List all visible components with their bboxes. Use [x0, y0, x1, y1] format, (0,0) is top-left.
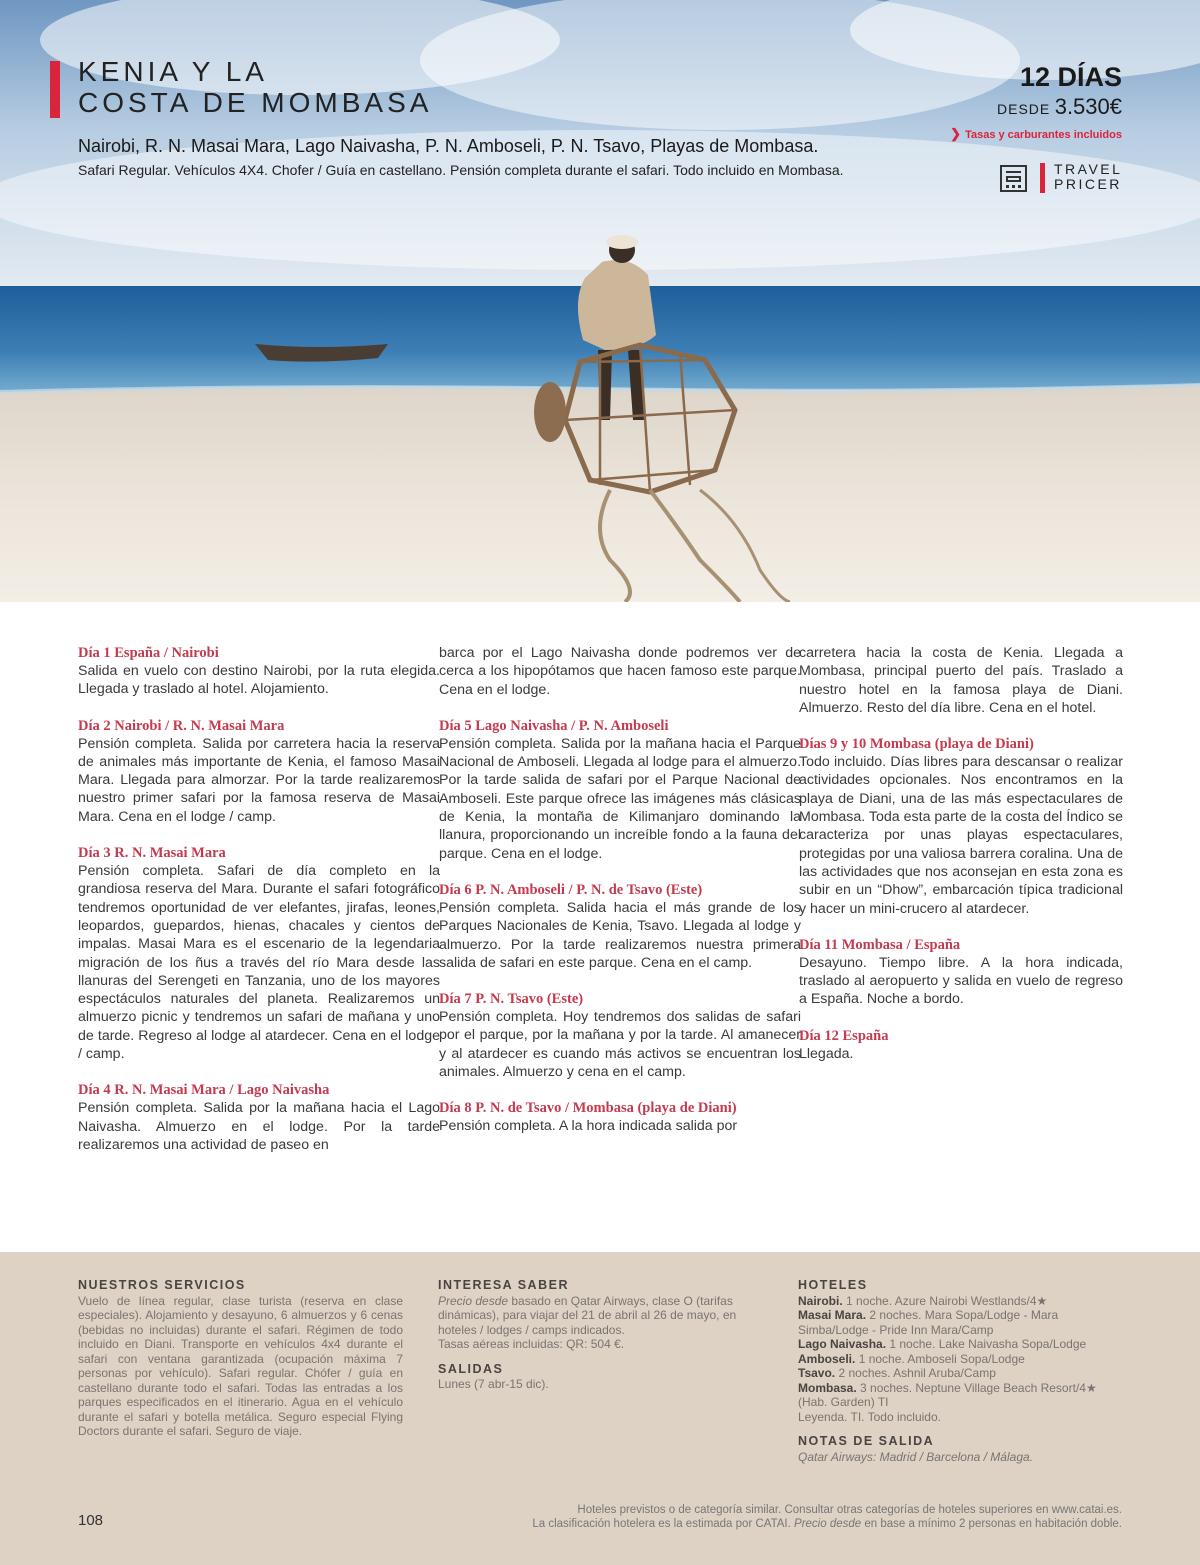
- day-9-10-text: Todo incluido. Días libres para descansar o realizar actividades opcionales. Nos encontramos en la playa de Diani, una de las más espectaculares de Mombasa. Toda esta parte de la costa del Índico se caracteriza por unas playas espectaculares, protegidas por una valiosa barrera coralina. Una de las actividades que nos aconsejan en esta zona es subir en un “Dhow”, embarcación típica tradicional y hacer un mini-crucero al atardecer.: [799, 754, 1123, 917]
- hero-photo: [0, 0, 1200, 602]
- interest-italic: Precio desde: [438, 1293, 509, 1308]
- day-11-text: Desayuno. Tiempo libre. A la hora indicada, traslado al aeropuerto y salida en vuelo de regreso a España. Noche a bordo.: [799, 954, 1123, 1008]
- interest-taxes: Tasas aéreas incluidas: QR: 504 €.: [438, 1337, 625, 1351]
- day-8-continued: carretera hacia la costa de Kenia. Llegada a Mombasa, principal puerto del país. Traslado a nuestro hotel en la famosa playa de Diani. Almuerzo. Resto del día libre. Cena en el hotel.: [799, 645, 1123, 716]
- day-7-text: Pensión completa. Hoy tendremos dos salidas de safari por el parque, por la mañana y por la tarde. Al amanecer y al atardecer es cuando más activos se encuentran los animales. Almuerzo y cena en el camp.: [439, 1009, 801, 1081]
- day-6-text: Pensión completa. Salida hacia el más grande de los Parques Nacionales de Kenia, Tsavo. Llegada al lodge y almuerzo. Por la tarde realizaremos nuestra primera salida de safari en este parque. Cena en el camp.: [439, 899, 801, 971]
- services-section: [78, 1278, 403, 1439]
- notes-heading: NOTAS DE SALIDA: [798, 1434, 935, 1448]
- trip-details: Safari Regular. Vehículos 4X4. Chofer / Guía en castellano. Pensión completa durante el safari. Todo incluido en Mombasa.: [78, 162, 844, 178]
- hotel-line: [798, 1308, 1128, 1337]
- services-heading: NUESTROS SERVICIOS: [78, 1278, 246, 1292]
- hotels-heading: HOTELES: [798, 1278, 868, 1292]
- hotel-place: Nairobi.: [798, 1293, 843, 1308]
- day-7-title: Día 7 P. N. Tsavo (Este): [439, 991, 584, 1008]
- day-2-text: Pensión completa. Salida por carretera hacia la reserva de animales más importante de Kenia, el famoso Masai Mara. Llegada para almorzar. Por la tarde realizaremos nuestro primer safari por la famosa reserva de Masai Mara. Cena en el lodge / camp.: [78, 735, 440, 825]
- taxes-note: [950, 126, 1122, 142]
- hotel-place: Masai Mara.: [798, 1308, 867, 1322]
- interest-text: [438, 1294, 768, 1338]
- hotel-place: Tsavo.: [798, 1366, 836, 1380]
- interest-heading: INTERESA SABER: [438, 1278, 569, 1292]
- itinerary-column-2: [439, 644, 801, 1154]
- day-4-text: Pensión completa. Salida por la mañana hacia el Lago Naivasha. Almuerzo en el lodge. Por la tarde realizaremos una actividad de paseo en: [78, 1100, 440, 1153]
- interest-section: [438, 1278, 768, 1392]
- day-1-text: Salida en vuelo con destino Nairobi, por la ruta elegida. Llegada y traslado al hotel. Alojamiento.: [78, 663, 440, 698]
- calculator-icon: [1000, 165, 1027, 192]
- footnote: [532, 1503, 1122, 1531]
- page-number: 108: [78, 1512, 104, 1529]
- hotels-section: [798, 1278, 1128, 1464]
- hotel-info: 3 noches. Neptune Village Beach Resort/4★ (Hab. Garden) TI: [798, 1380, 1097, 1409]
- price-amount: 3.530€: [1054, 94, 1122, 119]
- title-line-2: COSTA DE MOMBASA: [78, 87, 433, 118]
- notes-airline: Qatar Airways:: [798, 1449, 877, 1464]
- footnote-line-2: [532, 1517, 1122, 1531]
- travel-pricer-logo: [1054, 162, 1122, 192]
- day-3-text: Pensión completa. Safari de día completo en la grandiosa reserva del Mara. Durante el safari fotográfico tendremos oportunidad de ver elefantes, jirafas, leones, leopardos, guepardos, hienas, chacales y cientos de impalas. Masai Mara es el escenario de la legendaria migración de los ñus a través del río Mara desde las llanuras del Serengeti en Tanzania, uno de los mayores espectáculos naturales del planeta. Realizaremos un almuerzo picnic y tendremos un safari de mañana y uno de tarde. Regreso al lodge al atardecer. Cena en el lodge / camp.: [78, 863, 440, 1063]
- services-text: Vuelo de línea regular, clase turista (reserva en clase especiales). Alojamiento y desayuno, 6 almuerzos y 6 cenas (bebidas no incluidas) durante el safari. Régimen de todo incluido en Diani. Transporte en vehículos 4x4 durante el safari con ventana garantizada (ocupación máxima 7 personas por vehículo). Safari regular. Chófer / guía en castellano durante todo el safari. Todas las entradas a los parques especificados en el itinerario. Agua en el vehículo durante el safari y botella metálica. Seguro especial Flying Doctors durante el safari. Seguro de viaje.: [78, 1293, 403, 1438]
- day-9-10-title: Días 9 y 10 Mombasa (playa de Diani): [799, 736, 1034, 753]
- hotel-line: [798, 1352, 1128, 1367]
- day-12-title: Día 12 España: [799, 1027, 889, 1044]
- day-8-title: Día 8 P. N. de Tsavo / Mombasa (playa de Diani): [439, 1100, 737, 1117]
- footnote-italic: Precio desde: [794, 1518, 862, 1530]
- hotel-info: 2 noches. Ashnil Aruba/Camp: [835, 1366, 996, 1380]
- day-5-title: Día 5 Lago Naivasha / P. N. Amboseli: [439, 717, 669, 734]
- day-4-continued: barca por el Lago Naivasha donde podremos ver de cerca a los hipopótamos que hacen famoso este parque. Cena en el lodge.: [439, 645, 801, 698]
- day-2-title: Día 2 Nairobi / R. N. Masai Mara: [78, 717, 285, 734]
- title-accent-bar: [50, 61, 60, 118]
- itinerary-column-1: [78, 644, 440, 1172]
- travel-pricer-line-1: TRAVEL: [1054, 161, 1123, 177]
- chevron-right-icon: ❯: [950, 126, 962, 141]
- hotel-line: [798, 1381, 1128, 1410]
- day-8-text: Pensión completa. A la hora indicada salida por: [439, 1118, 738, 1135]
- title-line-1: KENIA Y LA: [78, 56, 268, 87]
- day-1-title: Día 1 España / Nairobi: [78, 645, 219, 661]
- hotel-info: 2 noches. Mara Sopa/Lodge - Mara Simba/Lodge - Pride Inn Mara/Camp: [798, 1308, 1059, 1337]
- hotel-line: [798, 1366, 1128, 1381]
- day-3-title: Día 3 R. N. Masai Mara: [78, 845, 226, 862]
- footnote-line-2b: en base a mínimo 2 personas en habitación doble.: [861, 1518, 1122, 1530]
- notes-text: [798, 1450, 1128, 1465]
- travel-pricer-line-2: PRICER: [1054, 176, 1122, 192]
- hotel-place: Amboseli.: [798, 1351, 856, 1366]
- departures-text: Lunes (7 abr-15 dic).: [438, 1377, 549, 1391]
- departures-heading: SALIDAS: [438, 1361, 504, 1376]
- notes-cities: Madrid / Barcelona / Málaga.: [876, 1449, 1033, 1464]
- hotel-place: Mombasa.: [798, 1380, 857, 1395]
- travel-pricer-accent: [1040, 163, 1045, 193]
- hotel-info: 1 noche. Azure Nairobi Westlands/4★: [842, 1293, 1048, 1308]
- day-12-text: Llegada.: [799, 1045, 854, 1062]
- price-block: [997, 94, 1122, 120]
- hotel-place: Lago Naivasha.: [798, 1337, 887, 1351]
- hotel-legend: Leyenda. TI. Todo incluido.: [798, 1409, 941, 1424]
- day-5-text: Pensión completa. Salida por la mañana hacia el Parque Nacional de Amboseli. Llegada al lodge para el almuerzo. Por la tarde salida de safari por el Parque Nacional de Amboseli. Este parque ofrece las imágenes más clásicas de Kenia, la montaña de Kilimanjaro dominando la llanura, proporcionando un increíble fondo a la fauna del parque. Cena en el lodge.: [439, 735, 802, 862]
- hotel-info: 1 noche. Lake Naivasha Sopa/Lodge: [886, 1337, 1087, 1351]
- itinerary-column-3: [799, 644, 1123, 1081]
- footnote-line-2a: La clasificación hotelera es la estimada por CATAI.: [532, 1518, 795, 1530]
- footnote-line-1: Hoteles previstos o de categoría similar. Consultar otras categorías de hoteles superiores en www.catai.es.: [577, 1504, 1122, 1516]
- day-4-title: Día 4 R. N. Masai Mara / Lago Naivasha: [78, 1082, 330, 1099]
- taxes-label: Tasas y carburantes incluidos: [965, 129, 1122, 141]
- days-count: 12 DÍAS: [1019, 62, 1122, 92]
- price-prefix: DESDE: [997, 101, 1051, 117]
- hotel-line: [798, 1337, 1128, 1352]
- day-6-title: Día 6 P. N. Amboseli / P. N. de Tsavo (Este): [439, 881, 703, 898]
- route-subtitle: Nairobi, R. N. Masai Mara, Lago Naivasha, P. N. Amboseli, P. N. Tsavo, Playas de Mombasa.: [78, 136, 819, 156]
- day-11-title: Día 11 Mombasa / España: [799, 936, 961, 953]
- page-title: [78, 56, 432, 118]
- interest-body: basado en Qatar Airways, clase O (tarifas dinámicas), para viajar del 21 de abril al 26 de mayo, en hoteles / lodges / camps indicados.: [438, 1293, 737, 1337]
- hotel-info: 1 noche. Amboseli Sopa/Lodge: [855, 1351, 1025, 1366]
- hotel-line: [798, 1294, 1128, 1309]
